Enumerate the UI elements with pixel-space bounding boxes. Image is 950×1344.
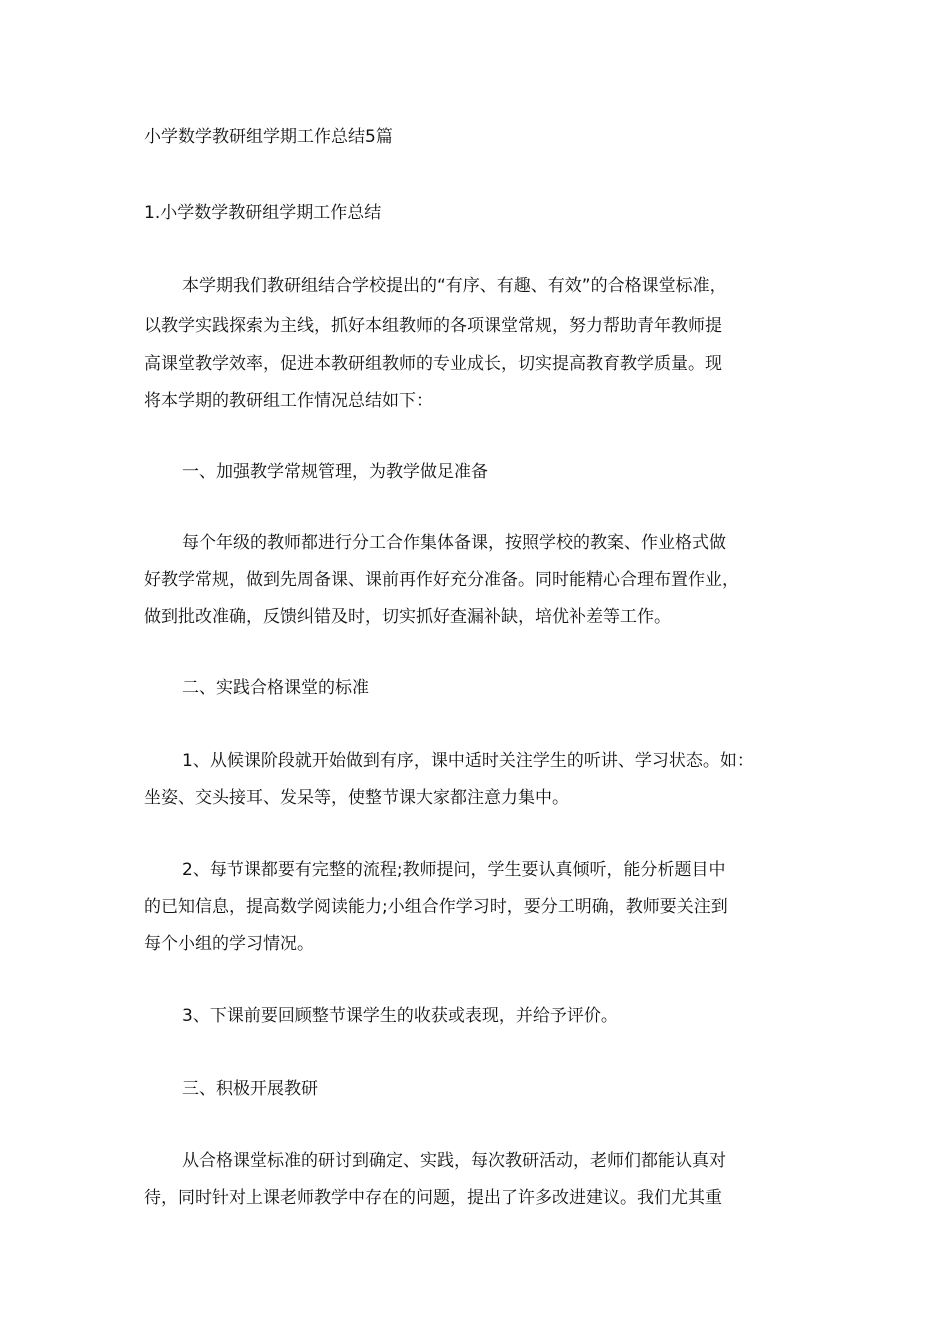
section-heading: 1.小学数学教研组学期工作总结 <box>144 203 382 223</box>
item-3: 3、下课前要回顾整节课学生的收获或表现，并给予评价。 <box>182 1006 618 1026</box>
p3-line-2: 待，同时针对上课老师教学中存在的问题，提出了许多改进建议。我们尤其重 <box>144 1188 722 1208</box>
intro-line-3: 高课堂教学效率，促进本教研组教师的专业成长，切实提高教育教学质量。现 <box>144 354 722 374</box>
intro-line-2: 以教学实践探索为主线，抓好本组教师的各项课堂常规，努力帮助青年教师提 <box>144 316 722 336</box>
item-2-line-1: 2、每节课都要有完整的流程;教师提问，学生要认真倾听，能分析题目中 <box>182 860 726 880</box>
document-title: 小学数学教研组学期工作总结5篇 <box>144 127 393 147</box>
heading-1: 一、加强教学常规管理，为教学做足准备 <box>182 462 488 482</box>
heading-3: 三、积极开展教研 <box>182 1079 318 1099</box>
intro-line-4: 将本学期的教研组工作情况总结如下： <box>144 391 433 411</box>
item-2-line-3: 每个小组的学习情况。 <box>144 934 314 954</box>
p1-line-2: 好教学常规，做到先周备课、课前再作好充分准备。同时能精心合理布置作业， <box>144 570 739 590</box>
p1-line-1: 每个年级的教师都进行分工合作集体备课，按照学校的教案、作业格式做 <box>182 533 726 553</box>
item-1-line-1: 1、从候课阶段就开始做到有序，课中适时关注学生的听讲、学习状态。如： <box>182 751 754 771</box>
item-1-line-2: 坐姿、交头接耳、发呆等，使整节课大家都注意力集中。 <box>144 788 569 808</box>
intro-line-1: 本学期我们教研组结合学校提出的“有序、有趣、有效”的合格课堂标准， <box>182 276 727 296</box>
item-2-line-2: 的已知信息，提高数学阅读能力;小组合作学习时，要分工明确，教师要关注到 <box>144 897 728 917</box>
p3-line-1: 从合格课堂标准的研讨到确定、实践，每次教研活动，老师们都能认真对 <box>182 1151 726 1171</box>
heading-2: 二、实践合格课堂的标准 <box>182 678 369 698</box>
p1-line-3: 做到批改准确，反馈纠错及时，切实抓好查漏补缺，培优补差等工作。 <box>144 607 671 627</box>
